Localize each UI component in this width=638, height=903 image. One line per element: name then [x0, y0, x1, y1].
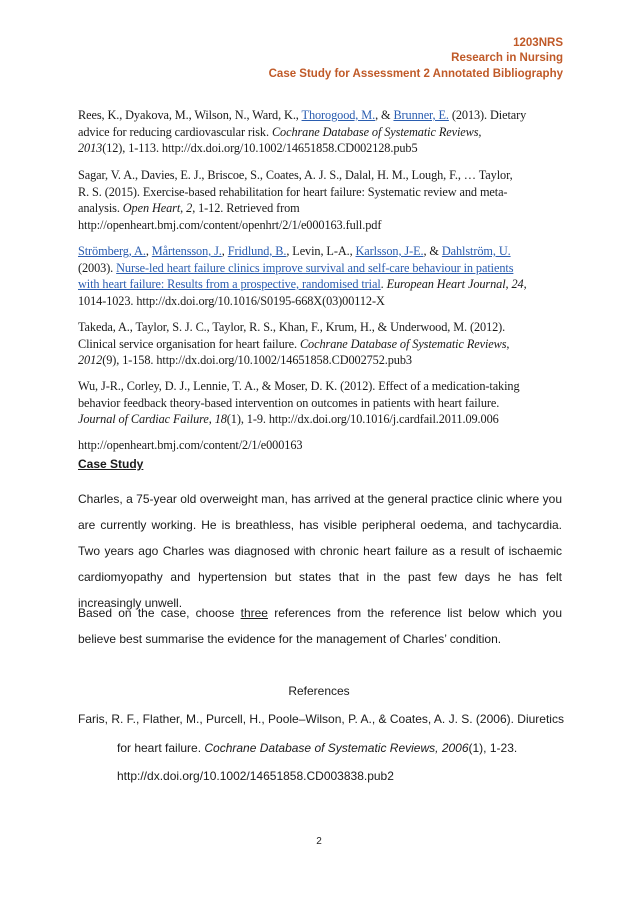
ref-url: http://openheart.bmj.com/content/openhrt/2/1/e000163.full.pdf: [78, 217, 382, 232]
ref-text: (9), 1-158. http://dx.doi.org/10.1002/14651858.CD002752.pub3: [102, 353, 412, 367]
reference-faris-url: http://dx.doi.org/10.1002/14651858.CD003838.pub2: [117, 769, 394, 783]
ref-line: Sagar, V. A., Davies, E. J., Briscoe, S., Coates, A. J. S., Dalal, H. M., Lough, F., … Taylor,: [78, 168, 513, 182]
course-code: 1203NRS: [513, 37, 563, 49]
page-number: 2: [316, 836, 322, 847]
ref-text: Rees, K., Dyakova, M., Wilson, N., Ward, K.,: [78, 108, 302, 122]
reference-faris-line1: Faris, R. F., Flather, M., Purcell, H., Poole–Wilson, P. A., & Coates, A. J. S. (2006). Diuretics: [78, 712, 564, 726]
ref-text: (2013). Dietary: [448, 108, 527, 122]
author-link-karlsson[interactable]: Karlsson, J-E.: [355, 244, 424, 258]
journal-title: Journal of Cardiac Failure: [78, 412, 209, 426]
author-link-brunner[interactable]: Brunner, E.: [393, 108, 449, 122]
ref-line: behavior feedback theory-based intervention on outcomes in patients with heart failure.: [78, 395, 500, 410]
instruction-text: Based on the case, choose: [78, 606, 241, 620]
author-link-martensson[interactable]: Mårtensson, J.: [151, 244, 222, 258]
author-link-fridlund[interactable]: Fridlund, B.: [227, 244, 287, 258]
ref-text: ,: [506, 336, 510, 351]
ref-text: (1), 1-23.: [468, 741, 518, 755]
ref-text: ,: [180, 201, 187, 215]
ref-text: ,: [145, 244, 152, 258]
author-link-stromberg[interactable]: Strömberg, A.: [78, 244, 146, 258]
volume: 2: [186, 201, 193, 215]
reference-rees: [78, 107, 560, 157]
journal-title: Open Heart: [122, 201, 181, 215]
ref-text: Clinical service organisation for heart failure.: [78, 336, 300, 351]
reference-takeda: [78, 319, 560, 369]
ref-text: , &: [423, 244, 442, 258]
ref-url: http://openheart.bmj.com/content/2/1/e000163: [78, 438, 303, 452]
ref-text: (2003).: [78, 260, 117, 275]
reference-stromberg: [78, 243, 560, 309]
ref-text: ,: [221, 244, 228, 258]
reference-wu: [78, 378, 560, 428]
journal-title: Cochrane Database of Systematic Reviews, 2006: [204, 741, 469, 755]
article-title-link[interactable]: with heart failure: Results from a prospective, randomised trial: [78, 277, 381, 291]
ref-text: .: [380, 277, 387, 291]
emphasis-three: three: [240, 606, 268, 620]
volume: 18: [214, 412, 227, 426]
volume: 2013: [78, 141, 103, 155]
case-study-paragraph: Charles, a 75-year old overweight man, has arrived at the general practice clinic where you are currently working. He is breathless, has visible peripheral oedema, and tachycardia. Two years ago Charles was diagnosed with chronic heart failure as a result of ischaemic cardiomyopathy and hypertension but states that in the past few days he has felt increasingly unwell.: [78, 492, 562, 610]
ref-text: for heart failure.: [117, 741, 205, 755]
journal-title: European Heart Journal, 24,: [386, 277, 527, 291]
case-study-heading: Case Study: [78, 457, 144, 471]
ref-text: ,: [208, 412, 215, 426]
article-title-link[interactable]: Nurse-led heart failure clinics improve survival and self-care behaviour in patients: [116, 260, 514, 275]
ref-text: analysis.: [78, 201, 123, 215]
ref-text: , 1-12. Retrieved from: [192, 201, 300, 215]
ref-url: 1014-1023. http://dx.doi.org/10.1016/S0195-668X(03)00112-X: [78, 293, 385, 308]
instruction-text: references from the reference list below which you believe best summarise the evidence for the management of Charles’ condition.: [78, 606, 562, 646]
journal-title: Cochrane Database of Systematic Reviews: [299, 336, 507, 351]
reference-faris-line2: [117, 741, 517, 755]
ref-text: , Levin, L-A.,: [286, 244, 356, 258]
reference-sagar: [78, 167, 560, 233]
ref-line: Wu, J-R., Corley, D. J., Lennie, T. A., & Moser, D. K. (2012). Effect of a medication-taking: [78, 379, 520, 393]
ref-text: advice for reducing cardiovascular risk.: [78, 124, 272, 139]
standalone-url: [78, 437, 560, 454]
ref-text: , &: [375, 108, 394, 122]
instruction-paragraph: [78, 600, 562, 652]
volume: 2012: [78, 353, 103, 367]
journal-title: Cochrane Database of Systematic Reviews,: [271, 124, 482, 139]
ref-text: (1), 1-9. http://dx.doi.org/10.1016/j.cardfail.2011.09.006: [226, 412, 499, 426]
ref-line: R. S. (2015). Exercise-based rehabilitation for heart failure: Systematic review and meta-: [78, 184, 508, 199]
ref-line: Takeda, A., Taylor, S. J. C., Taylor, R. S., Khan, F., Krum, H., & Underwood, M. (2012).: [78, 320, 506, 334]
assessment-title: Case Study for Assessment 2 Annotated Bibliography: [268, 68, 563, 80]
references-heading: References: [288, 684, 350, 698]
ref-text: (12), 1-113. http://dx.doi.org/10.1002/14651858.CD002128.pub5: [102, 141, 418, 155]
author-link-thorogood[interactable]: Thorogood, M.: [301, 108, 376, 122]
author-link-dahlstrom[interactable]: Dahlström, U.: [441, 244, 511, 258]
subject-title: Research in Nursing: [451, 52, 563, 64]
